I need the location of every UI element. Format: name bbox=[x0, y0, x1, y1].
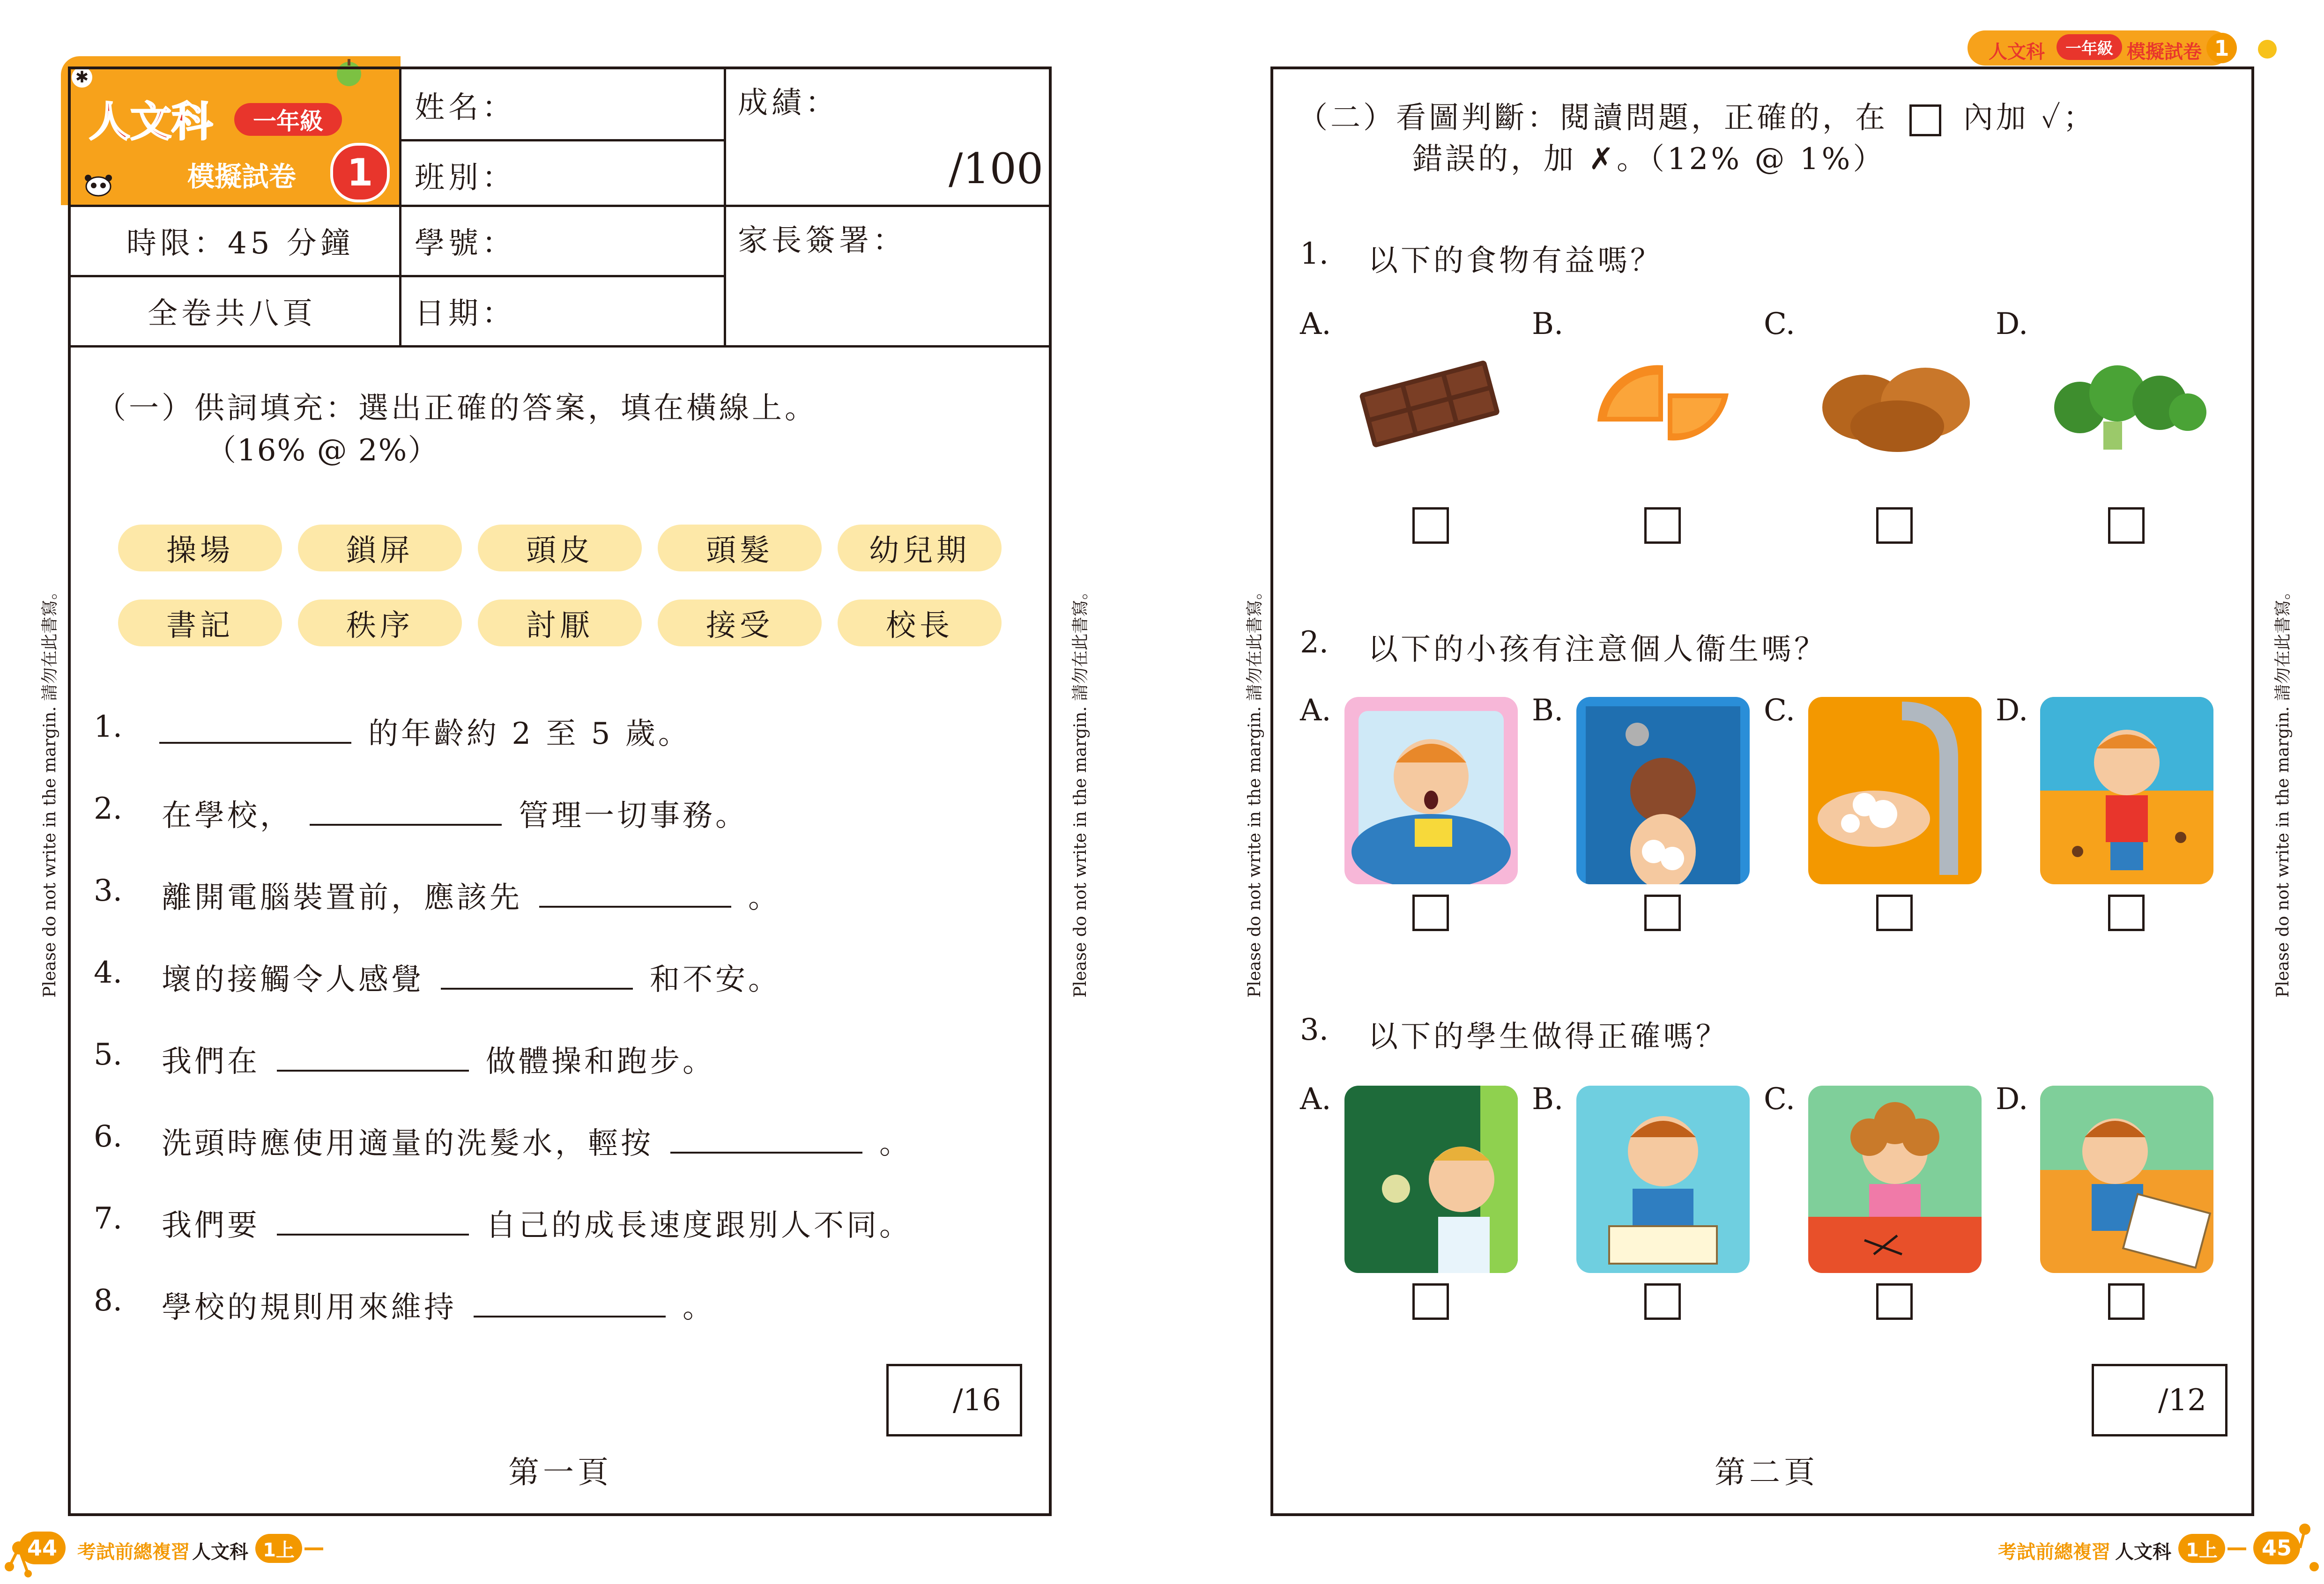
boy-with-snacks-icon bbox=[2040, 697, 2213, 884]
answer-checkbox[interactable] bbox=[1644, 1283, 1681, 1320]
boy-drawing-book-icon bbox=[2040, 1086, 2213, 1273]
word-bank-item: 書記 bbox=[118, 600, 282, 646]
page-label: 第一頁 bbox=[508, 1454, 612, 1490]
answer-checkbox[interactable] bbox=[1876, 1283, 1913, 1320]
paper-number-badge: 1 bbox=[330, 143, 390, 202]
margin-note: Please do not write in the margin. 請勿在此書寫。 bbox=[2273, 583, 2293, 998]
fried-chicken-icon bbox=[1818, 351, 1977, 454]
decor-dot-icon bbox=[2258, 40, 2277, 59]
answer-checkbox[interactable] bbox=[1412, 895, 1449, 931]
answer-blank[interactable] bbox=[670, 1133, 862, 1154]
word-bank-item: 幼兒期 bbox=[838, 525, 1002, 571]
footer-line bbox=[2227, 1547, 2246, 1550]
hand-washing-icon bbox=[1808, 697, 1982, 884]
answer-blank[interactable] bbox=[159, 723, 351, 744]
grade-badge: 1上 bbox=[2178, 1534, 2225, 1563]
broccoli-icon bbox=[2047, 356, 2211, 454]
section-score-box: /12 bbox=[2092, 1364, 2227, 1436]
subject-title: 人文科 bbox=[89, 97, 213, 146]
book-title: 考試前總複習 bbox=[77, 1541, 190, 1563]
student-number-label: 學號： bbox=[415, 226, 516, 261]
total-pages: 全卷共八頁 bbox=[148, 296, 316, 331]
word-bank-item: 頭皮 bbox=[478, 525, 642, 571]
answer-checkbox[interactable] bbox=[1412, 507, 1449, 544]
footer-subject: 人文科 bbox=[192, 1541, 248, 1563]
word-bank-item: 接受 bbox=[658, 600, 822, 646]
answer-checkbox[interactable] bbox=[1876, 895, 1913, 931]
answer-blank[interactable] bbox=[277, 1215, 469, 1236]
page-number-badge: 45 bbox=[2253, 1532, 2300, 1564]
answer-checkbox[interactable] bbox=[2108, 895, 2145, 931]
answer-checkbox[interactable] bbox=[1644, 507, 1681, 544]
footer-subject: 人文科 bbox=[2115, 1541, 2171, 1563]
answer-checkbox[interactable] bbox=[1644, 895, 1681, 931]
word-bank-item: 操場 bbox=[118, 525, 282, 571]
word-bank-item: 鎖屏 bbox=[298, 525, 462, 571]
chocolate-icon bbox=[1349, 347, 1518, 454]
question-text: 以下的食物有益嗎？ bbox=[1368, 244, 1663, 278]
answer-blank[interactable] bbox=[310, 805, 502, 826]
grade-badge: 一年級 bbox=[234, 103, 342, 136]
corner-decoration bbox=[2277, 1515, 2324, 1582]
margin-note: Please do not write in the margin. 請勿在此書寫。 bbox=[1245, 583, 1264, 998]
orange-slices-icon bbox=[1588, 347, 1738, 454]
class-label: 班別： bbox=[415, 161, 516, 195]
name-label: 姓名： bbox=[415, 90, 516, 125]
answer-blank[interactable] bbox=[474, 1297, 666, 1318]
paper-title: 模擬試卷 bbox=[187, 161, 297, 192]
paper-tab: 人文科 一年級 模擬試卷 1 bbox=[1977, 30, 2305, 66]
section-title: （二）看圖判斷：閱讀問題，正確的，在 內加 ✓； bbox=[1298, 101, 2096, 135]
margin-note: Please do not write in the margin. 請勿在此書寫。 bbox=[1071, 583, 1090, 998]
answer-blank[interactable] bbox=[539, 887, 731, 908]
checkbox-sample bbox=[1909, 104, 1941, 136]
book-title: 考試前總複習 bbox=[1998, 1541, 2110, 1563]
footer-line bbox=[304, 1547, 323, 1550]
svg-text:✱: ✱ bbox=[75, 68, 89, 87]
section-marks: （16% @ 2%） bbox=[206, 433, 439, 468]
section-marks: 錯誤的，加 ✗。（12% @ 1%） bbox=[1412, 142, 1886, 177]
word-bank-item: 討厭 bbox=[478, 600, 642, 646]
girl-scribbling-desk-icon bbox=[1808, 1086, 1982, 1273]
boy-reading-icon bbox=[1576, 1086, 1750, 1273]
word-bank-item: 秩序 bbox=[298, 600, 462, 646]
word-bank-item: 校長 bbox=[838, 600, 1002, 646]
answer-blank[interactable] bbox=[441, 969, 633, 990]
score-label: 成績： bbox=[738, 86, 839, 120]
boy-in-bed-icon bbox=[1344, 697, 1518, 884]
section-score-box: /16 bbox=[886, 1364, 1022, 1436]
date-label: 日期： bbox=[415, 296, 516, 331]
time-limit: 時限：45 分鐘 bbox=[126, 226, 354, 261]
word-bank-item: 頭髮 bbox=[658, 525, 822, 571]
page-label: 第二頁 bbox=[1715, 1454, 1819, 1490]
grade-badge: 1上 bbox=[255, 1534, 302, 1563]
score-total: /100 bbox=[949, 144, 1044, 193]
question-text: 以下的小孩有注意個人衞生嗎？ bbox=[1368, 632, 1827, 667]
parent-signature-label: 家長簽署： bbox=[738, 223, 906, 258]
margin-note: Please do not write in the margin. 請勿在此書寫。 bbox=[40, 583, 59, 998]
answer-checkbox[interactable] bbox=[2108, 1283, 2145, 1320]
answer-checkbox[interactable] bbox=[2108, 507, 2145, 544]
answer-checkbox[interactable] bbox=[1412, 1283, 1449, 1320]
question-text: 以下的學生做得正確嗎？ bbox=[1368, 1020, 1729, 1054]
page-number-badge: 44 bbox=[19, 1532, 66, 1564]
section-title: （一）供詞填充：選出正確的答案，填在橫線上。 bbox=[96, 391, 817, 426]
answer-blank[interactable] bbox=[277, 1051, 469, 1072]
boy-erasing-board-icon bbox=[1344, 1086, 1518, 1273]
answer-checkbox[interactable] bbox=[1876, 507, 1913, 544]
child-showering-icon bbox=[1576, 697, 1750, 884]
